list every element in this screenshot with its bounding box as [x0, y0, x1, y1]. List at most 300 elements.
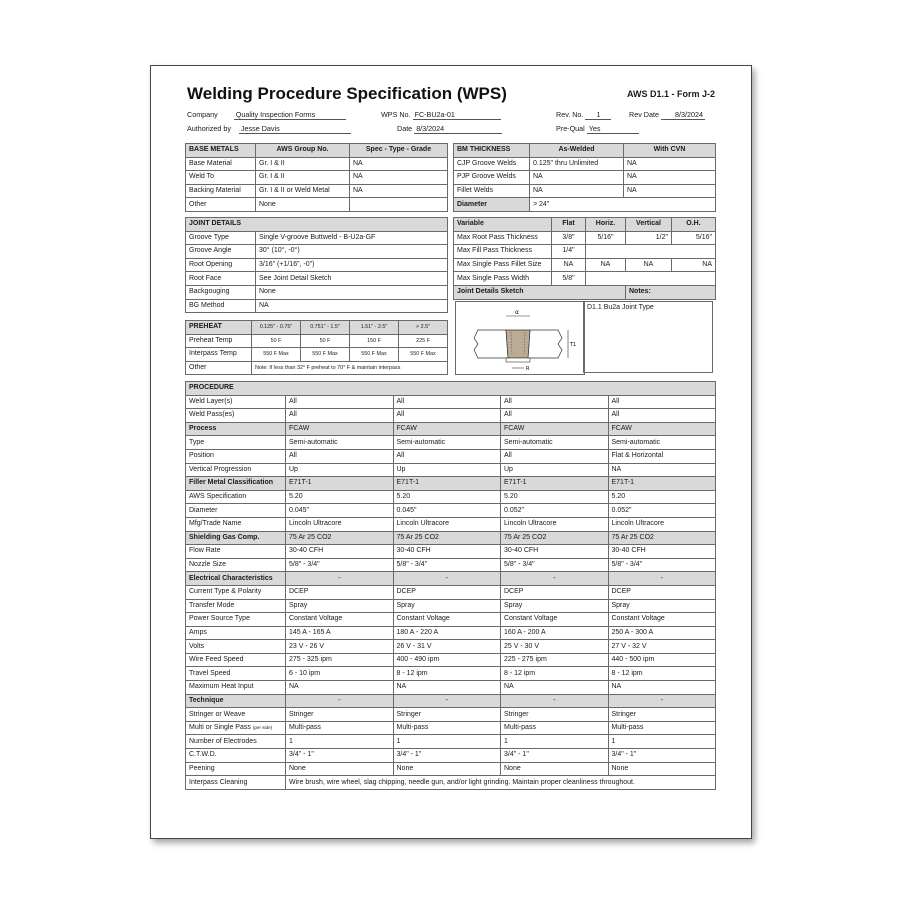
procedure-cell[interactable]: NA [286, 681, 394, 695]
procedure-cell[interactable]: 3/4" - 1" [393, 749, 501, 763]
procedure-cell[interactable]: Spray [608, 599, 716, 613]
rev-date-field: Rev Date 8/3/2024 [629, 110, 703, 119]
procedure-row [186, 572, 716, 586]
procedure-cell[interactable]: Constant Voltage [501, 613, 609, 627]
procedure-row [186, 558, 716, 572]
procedure-row [186, 653, 716, 667]
procedure-cell[interactable]: NA [608, 463, 716, 477]
procedure-row [186, 395, 716, 409]
procedure-label-text: Diameter [189, 506, 218, 514]
cell[interactable]: > 24" [530, 198, 716, 212]
procedure-cell[interactable]: 5.20 [501, 490, 609, 504]
procedure-row-label [186, 545, 286, 559]
row-label: Diameter [454, 198, 530, 212]
prequal-field: Pre-Qual Yes [556, 124, 639, 134]
procedure-row [186, 585, 716, 599]
procedure-cell[interactable]: 1 [286, 735, 394, 749]
procedure-row-label [186, 762, 286, 776]
procedure-cell[interactable]: Stringer [393, 708, 501, 722]
procedure-row-label [186, 694, 286, 708]
cell[interactable]: 225 F [399, 334, 448, 348]
procedure-cell[interactable]: 25 V - 30 V [501, 640, 609, 654]
procedure-row-label [186, 558, 286, 572]
range-header: 0.125" - 0.75" [252, 321, 301, 335]
procedure-label-text: Type [189, 438, 205, 446]
row-label: Max Fill Pass Thickness [454, 245, 552, 259]
form-id: AWS D1.1 - Form J-2 [626, 89, 715, 99]
procedure-cell[interactable]: 0.052" [501, 504, 609, 518]
cell[interactable]: NA [530, 171, 624, 185]
procedure-label-text: Stringer or Weave [189, 710, 246, 718]
procedure-row-label [186, 640, 286, 654]
procedure-cell[interactable]: Multi-pass [286, 721, 394, 735]
company-value[interactable]: Quality Inspection Forms [234, 110, 346, 120]
procedure-row-label [186, 477, 286, 491]
procedure-row [186, 545, 716, 559]
procedure-row-label [186, 585, 286, 599]
procedure-row [186, 490, 716, 504]
procedure-cell[interactable]: 1 [608, 735, 716, 749]
procedure-cell[interactable]: - [608, 694, 716, 708]
notes-box [583, 301, 713, 373]
procedure-cell[interactable]: E71T-1 [286, 477, 394, 491]
procedure-row [186, 504, 716, 518]
procedure-cell[interactable]: 26 V - 31 V [393, 640, 501, 654]
procedure-row [186, 409, 716, 423]
procedure-label-text: Flow Rate [189, 547, 221, 555]
procedure-cell[interactable]: - [501, 694, 609, 708]
cell[interactable]: 5/8" [552, 272, 586, 286]
cell[interactable]: 550 F Max [252, 348, 301, 362]
t1-label: T1 [570, 342, 577, 348]
cell[interactable]: 1/4" [552, 245, 586, 259]
bm-thickness-table [453, 143, 716, 212]
rev-date-value[interactable]: 8/3/2024 [661, 110, 705, 120]
procedure-row-label [186, 504, 286, 518]
procedure-cell[interactable]: NA [393, 681, 501, 695]
procedure-cell[interactable]: E71T-1 [501, 477, 609, 491]
procedure-row-label [186, 721, 286, 735]
procedure-cell[interactable]: 75 Ar 25 CO2 [501, 531, 609, 545]
row-label: Interpass Temp [186, 348, 252, 362]
procedure-cell[interactable]: 8 - 12 ipm [393, 667, 501, 681]
procedure-row-label [186, 599, 286, 613]
procedure-label-text: Mfg/Trade Name [189, 520, 242, 528]
procedure-cell[interactable]: Stringer [608, 708, 716, 722]
procedure-cell[interactable]: Spray [286, 599, 394, 613]
procedure-cell[interactable]: Semi-automatic [608, 436, 716, 450]
cell[interactable]: NA [624, 171, 716, 185]
cell[interactable]: 0.125" thru Unlimited [530, 157, 624, 171]
procedure-cell[interactable]: 3/4" - 1" [608, 749, 716, 763]
procedure-cell[interactable]: FCAW [608, 422, 716, 436]
procedure-label-text: C.T.W.D. [189, 751, 217, 759]
rev-no-value[interactable]: 1 [585, 110, 611, 120]
horiz-header: Horiz. [586, 218, 626, 232]
procedure-cell[interactable]: 75 Ar 25 CO2 [286, 531, 394, 545]
date-value[interactable]: 8/3/2024 [414, 124, 502, 134]
procedure-row-label [186, 449, 286, 463]
procedure-label-text: Technique [189, 696, 224, 704]
interpass-cleaning-row [186, 776, 716, 790]
procedure-row-label [186, 681, 286, 695]
cell[interactable]: NA [624, 184, 716, 198]
wps-no-field: WPS No. FC-BU2a-01 [381, 110, 501, 120]
procedure-cell[interactable]: 30-40 CFH [608, 545, 716, 559]
procedure-cell[interactable]: 225 - 275 ipm [501, 653, 609, 667]
row-label: Backing Material [186, 184, 256, 198]
cell[interactable]: 5/16" [586, 231, 626, 245]
procedure-cell[interactable]: None [393, 762, 501, 776]
cell[interactable]: 5/16" [672, 231, 716, 245]
procedure-cell[interactable]: 5/8" - 3/4" [501, 558, 609, 572]
procedure-cell[interactable]: Lincoln Ultracore [286, 517, 394, 531]
procedure-cell[interactable]: 5.20 [393, 490, 501, 504]
procedure-cell[interactable]: 8 - 12 ipm [501, 667, 609, 681]
cell[interactable] [350, 198, 448, 212]
with-cvn-header: With CVN [624, 144, 716, 158]
procedure-cell[interactable]: - [501, 572, 609, 586]
procedure-cell[interactable]: 8 - 12 ipm [608, 667, 716, 681]
cell[interactable]: NA [350, 157, 448, 171]
procedure-label-text: Number of Electrodes [189, 737, 257, 745]
procedure-row-label [186, 749, 286, 763]
procedure-cell[interactable]: All [608, 409, 716, 423]
cell[interactable]: See Joint Detail Sketch [256, 272, 448, 286]
procedure-row [186, 463, 716, 477]
procedure-row-label [186, 708, 286, 722]
procedure-cell[interactable]: Lincoln Ultracore [608, 517, 716, 531]
row-label: CJP Groove Welds [454, 157, 530, 171]
aws-group-header: AWS Group No. [256, 144, 350, 158]
procedure-cell[interactable]: 1 [393, 735, 501, 749]
preheat-table [185, 320, 448, 375]
procedure-cell[interactable]: 145 A - 165 A [286, 626, 394, 640]
procedure-row-label [186, 653, 286, 667]
procedure-cell[interactable]: 30-40 CFH [286, 545, 394, 559]
cell[interactable]: 50 F [301, 334, 350, 348]
procedure-cell[interactable]: 440 - 500 ipm [608, 653, 716, 667]
procedure-cell[interactable]: 400 - 490 ipm [393, 653, 501, 667]
wps-form-sheet [150, 65, 752, 839]
procedure-cell[interactable]: Spray [393, 599, 501, 613]
procedure-cell[interactable]: 30-40 CFH [393, 545, 501, 559]
form-title: Welding Procedure Specification (WPS) [187, 84, 507, 103]
rev-no-field: Rev. No. 1 [556, 110, 611, 120]
cell[interactable]: Gr. I & II [256, 157, 350, 171]
procedure-cell[interactable]: - [286, 694, 394, 708]
procedure-cell[interactable]: - [286, 572, 394, 586]
joint-details-header: JOINT DETAILS [186, 218, 448, 232]
cell[interactable]: NA [256, 299, 448, 313]
spec-type-header: Spec - Type - Grade [350, 144, 448, 158]
row-label: PJP Groove Welds [454, 171, 530, 185]
procedure-cell[interactable]: All [393, 409, 501, 423]
procedure-cell[interactable]: 5/8" - 3/4" [393, 558, 501, 572]
row-label: Max Single Pass Fillet Size [454, 258, 552, 272]
procedure-cell[interactable]: Up [393, 463, 501, 477]
procedure-cell[interactable]: 1 [501, 735, 609, 749]
cell[interactable]: NA [672, 258, 716, 272]
cell[interactable]: 550 F Max [399, 348, 448, 362]
procedure-label-text: Weld Layer(s) [189, 397, 233, 405]
procedure-cell[interactable]: Lincoln Ultracore [501, 517, 609, 531]
vertical-header: Vertical [626, 218, 672, 232]
interpass-cleaning-value[interactable]: Wire brush, wire wheel, slag chipping, needle gun, and/or light grinding. Maintain proper cleanliness throughout. [286, 776, 716, 790]
procedure-cell[interactable]: All [286, 449, 394, 463]
procedure-cell[interactable]: Constant Voltage [393, 613, 501, 627]
base-metals-table [185, 143, 448, 212]
procedure-label-text: Vertical Progression [189, 465, 252, 473]
procedure-label-text: Transfer Mode [189, 601, 235, 609]
cell[interactable]: Gr. I & II [256, 171, 350, 185]
procedure-cell[interactable]: 5/8" - 3/4" [608, 558, 716, 572]
procedure-cell[interactable]: DCEP [608, 585, 716, 599]
procedure-row-label [186, 436, 286, 450]
row-label: Fillet Welds [454, 184, 530, 198]
procedure-cell[interactable]: 27 V - 32 V [608, 640, 716, 654]
row-label: Root Opening [186, 258, 256, 272]
cell[interactable]: 550 F Max [350, 348, 399, 362]
procedure-cell[interactable]: 5.20 [286, 490, 394, 504]
procedure-cell[interactable]: All [393, 449, 501, 463]
procedure-cell[interactable]: Multi-pass [608, 721, 716, 735]
row-label: Weld To [186, 171, 256, 185]
procedure-cell[interactable]: All [393, 395, 501, 409]
sketch-header: Joint Details Sketch [454, 285, 626, 299]
row-label: Max Single Pass Width [454, 272, 552, 286]
procedure-cell[interactable]: 3/4" - 1" [501, 749, 609, 763]
procedure-cell[interactable]: Multi-pass [501, 721, 609, 735]
cell[interactable]: NA [552, 258, 586, 272]
procedure-cell[interactable]: 0.045" [286, 504, 394, 518]
procedure-row [186, 599, 716, 613]
oh-header: O.H. [672, 218, 716, 232]
procedure-row-label [186, 613, 286, 627]
procedure-cell[interactable]: 5.20 [608, 490, 716, 504]
r-label: R [526, 366, 530, 372]
row-label: Backgouging [186, 285, 256, 299]
row-label: BG Method [186, 299, 256, 313]
procedure-cell[interactable]: E71T-1 [393, 477, 501, 491]
base-metals-header: BASE METALS [186, 144, 256, 158]
procedure-cell[interactable]: NA [501, 681, 609, 695]
procedure-row [186, 517, 716, 531]
procedure-label-text: Wire Feed Speed [189, 656, 244, 664]
variable-header: Variable [454, 218, 552, 232]
procedure-cell[interactable]: Stringer [286, 708, 394, 722]
procedure-table [185, 381, 716, 790]
procedure-cell[interactable]: All [501, 409, 609, 423]
cell[interactable]: 50 F [252, 334, 301, 348]
procedure-label-text: Power Source Type [189, 615, 250, 623]
procedure-cell[interactable]: 30-40 CFH [501, 545, 609, 559]
cell[interactable]: 3/8" [552, 231, 586, 245]
row-label: Other [186, 361, 252, 375]
procedure-cell[interactable]: 180 A - 220 A [393, 626, 501, 640]
cell[interactable]: None [256, 198, 350, 212]
procedure-cell[interactable]: 250 A - 300 A [608, 626, 716, 640]
procedure-cell[interactable]: 0.045" [393, 504, 501, 518]
per-side-note: (per side) [252, 725, 273, 731]
cell[interactable]: 550 F Max [301, 348, 350, 362]
procedure-cell[interactable]: Multi-pass [393, 721, 501, 735]
procedure-cell[interactable]: All [501, 395, 609, 409]
procedure-row [186, 613, 716, 627]
procedure-cell[interactable]: Constant Voltage [286, 613, 394, 627]
procedure-label-text: Position [189, 452, 214, 460]
procedure-cell[interactable]: Semi-automatic [501, 436, 609, 450]
procedure-cell[interactable]: 23 V - 26 V [286, 640, 394, 654]
alpha-label: α [515, 309, 519, 316]
cell[interactable]: None [256, 285, 448, 299]
procedure-label-text: AWS Specification [189, 493, 247, 501]
procedure-cell[interactable]: FCAW [501, 422, 609, 436]
procedure-cell[interactable]: FCAW [286, 422, 394, 436]
bm-thickness-header: BM THICKNESS [454, 144, 530, 158]
procedure-row [186, 531, 716, 545]
procedure-row [186, 667, 716, 681]
procedure-row-label [186, 409, 286, 423]
procedure-cell[interactable]: Constant Voltage [608, 613, 716, 627]
procedure-cell[interactable]: DCEP [286, 585, 394, 599]
procedure-cell[interactable]: 75 Ar 25 CO2 [393, 531, 501, 545]
joint-details-table [185, 217, 448, 313]
wps-no-value[interactable]: FC-BU2a-01 [413, 110, 501, 120]
cell[interactable]: 150 F [350, 334, 399, 348]
cell[interactable]: NA [350, 171, 448, 185]
procedure-cell[interactable]: Lincoln Ultracore [393, 517, 501, 531]
procedure-cell[interactable]: 6 - 10 ipm [286, 667, 394, 681]
procedure-row [186, 477, 716, 491]
joint-sketch-drawing [456, 302, 584, 374]
procedure-cell[interactable]: - [608, 572, 716, 586]
range-header: 0.751" - 1.5" [301, 321, 350, 335]
procedure-cell[interactable]: Spray [501, 599, 609, 613]
cell[interactable]: NA [624, 157, 716, 171]
cell[interactable]: NA [350, 184, 448, 198]
procedure-label-text: Amps [189, 628, 207, 636]
joint-sketch [455, 301, 585, 375]
range-header: 1.51" - 2.5" [350, 321, 399, 335]
procedure-row [186, 721, 716, 735]
procedure-row-label [186, 667, 286, 681]
procedure-row-label [186, 735, 286, 749]
procedure-cell[interactable]: None [608, 762, 716, 776]
row-label: Base Material [186, 157, 256, 171]
cell[interactable]: 30° (10°, -0°) [256, 245, 448, 259]
cell[interactable]: 3/16" (+1/16", -0") [256, 258, 448, 272]
procedure-label-text: Process [189, 425, 217, 433]
procedure-label-text: Peening [189, 764, 215, 772]
row-label: Groove Type [186, 231, 256, 245]
procedure-cell[interactable]: All [286, 395, 394, 409]
date-field: Date 8/3/2024 [397, 124, 502, 134]
interpass-cleaning-label: Interpass Cleaning [186, 776, 286, 790]
row-label: Preheat Temp [186, 334, 252, 348]
procedure-cell[interactable]: - [393, 694, 501, 708]
procedure-row [186, 449, 716, 463]
cell[interactable] [586, 272, 716, 286]
procedure-row [186, 640, 716, 654]
procedure-label-text: Current Type & Polarity [189, 588, 262, 596]
procedure-cell[interactable]: DCEP [393, 585, 501, 599]
procedure-cell[interactable]: NA [608, 681, 716, 695]
procedure-cell[interactable]: 0.052" [608, 504, 716, 518]
procedure-label-text: Filler Metal Classification [189, 479, 274, 487]
notes-text[interactable]: D1.1 Bu2a Joint Type [587, 304, 654, 311]
range-header: > 2.5" [399, 321, 448, 335]
procedure-cell[interactable]: FCAW [393, 422, 501, 436]
procedure-label-text: Multi or Single Pass [189, 724, 251, 732]
preheat-header: PREHEAT [186, 321, 252, 335]
procedure-row [186, 422, 716, 436]
procedure-cell[interactable]: 75 Ar 25 CO2 [608, 531, 716, 545]
procedure-cell[interactable]: All [608, 395, 716, 409]
procedure-cell[interactable]: - [393, 572, 501, 586]
procedure-row [186, 694, 716, 708]
procedure-row [186, 626, 716, 640]
notes-header: Notes: [626, 285, 716, 299]
procedure-row-label [186, 517, 286, 531]
cell[interactable]: NA [530, 184, 624, 198]
procedure-cell[interactable]: All [501, 449, 609, 463]
procedure-cell[interactable]: 3/4" - 1" [286, 749, 394, 763]
authorized-value[interactable]: Jesse Davis [239, 124, 351, 134]
prequal-value[interactable]: Yes [587, 124, 639, 134]
row-label: Other [186, 198, 256, 212]
cell[interactable]: NA [626, 258, 672, 272]
cell[interactable]: NA [586, 258, 626, 272]
procedure-cell[interactable]: All [286, 409, 394, 423]
procedure-row [186, 436, 716, 450]
procedure-header: PROCEDURE [186, 382, 716, 396]
procedure-cell[interactable]: 160 A - 200 A [501, 626, 609, 640]
procedure-label-text: Travel Speed [189, 669, 231, 677]
procedure-cell[interactable]: Semi-automatic [393, 436, 501, 450]
procedure-label-text: Shielding Gas Comp. [189, 533, 260, 541]
procedure-row [186, 749, 716, 763]
procedure-cell[interactable]: Flat & Horizontal [608, 449, 716, 463]
procedure-cell[interactable]: Up [501, 463, 609, 477]
procedure-cell[interactable]: Up [286, 463, 394, 477]
row-label: Groove Angle [186, 245, 256, 259]
procedure-row-label [186, 463, 286, 477]
procedure-row [186, 735, 716, 749]
procedure-row-label [186, 490, 286, 504]
procedure-row-label [186, 626, 286, 640]
row-label: Root Face [186, 272, 256, 286]
procedure-label-text: Nozzle Size [189, 561, 226, 569]
procedure-cell[interactable]: E71T-1 [608, 477, 716, 491]
flat-header: Flat [552, 218, 586, 232]
cell[interactable]: 1/2" [626, 231, 672, 245]
procedure-cell[interactable]: Stringer [501, 708, 609, 722]
procedure-cell[interactable]: None [501, 762, 609, 776]
procedure-row-label [186, 531, 286, 545]
cell[interactable]: Gr. I & II or Weld Metal [256, 184, 350, 198]
procedure-label-text: Weld Pass(es) [189, 411, 235, 419]
preheat-note[interactable]: Note: If less than 32° F preheat to 70° F & maintain interpass [252, 361, 448, 375]
procedure-cell[interactable]: Semi-automatic [286, 436, 394, 450]
procedure-cell[interactable]: None [286, 762, 394, 776]
cell[interactable] [586, 245, 716, 259]
procedure-cell[interactable]: DCEP [501, 585, 609, 599]
cell[interactable]: Single V-groove Buttweld - B-U2a-GF [256, 231, 448, 245]
procedure-cell[interactable]: 275 - 325 ipm [286, 653, 394, 667]
authorized-field: Authorized by Jesse Davis [187, 124, 351, 134]
procedure-cell[interactable]: 5/8" - 3/4" [286, 558, 394, 572]
